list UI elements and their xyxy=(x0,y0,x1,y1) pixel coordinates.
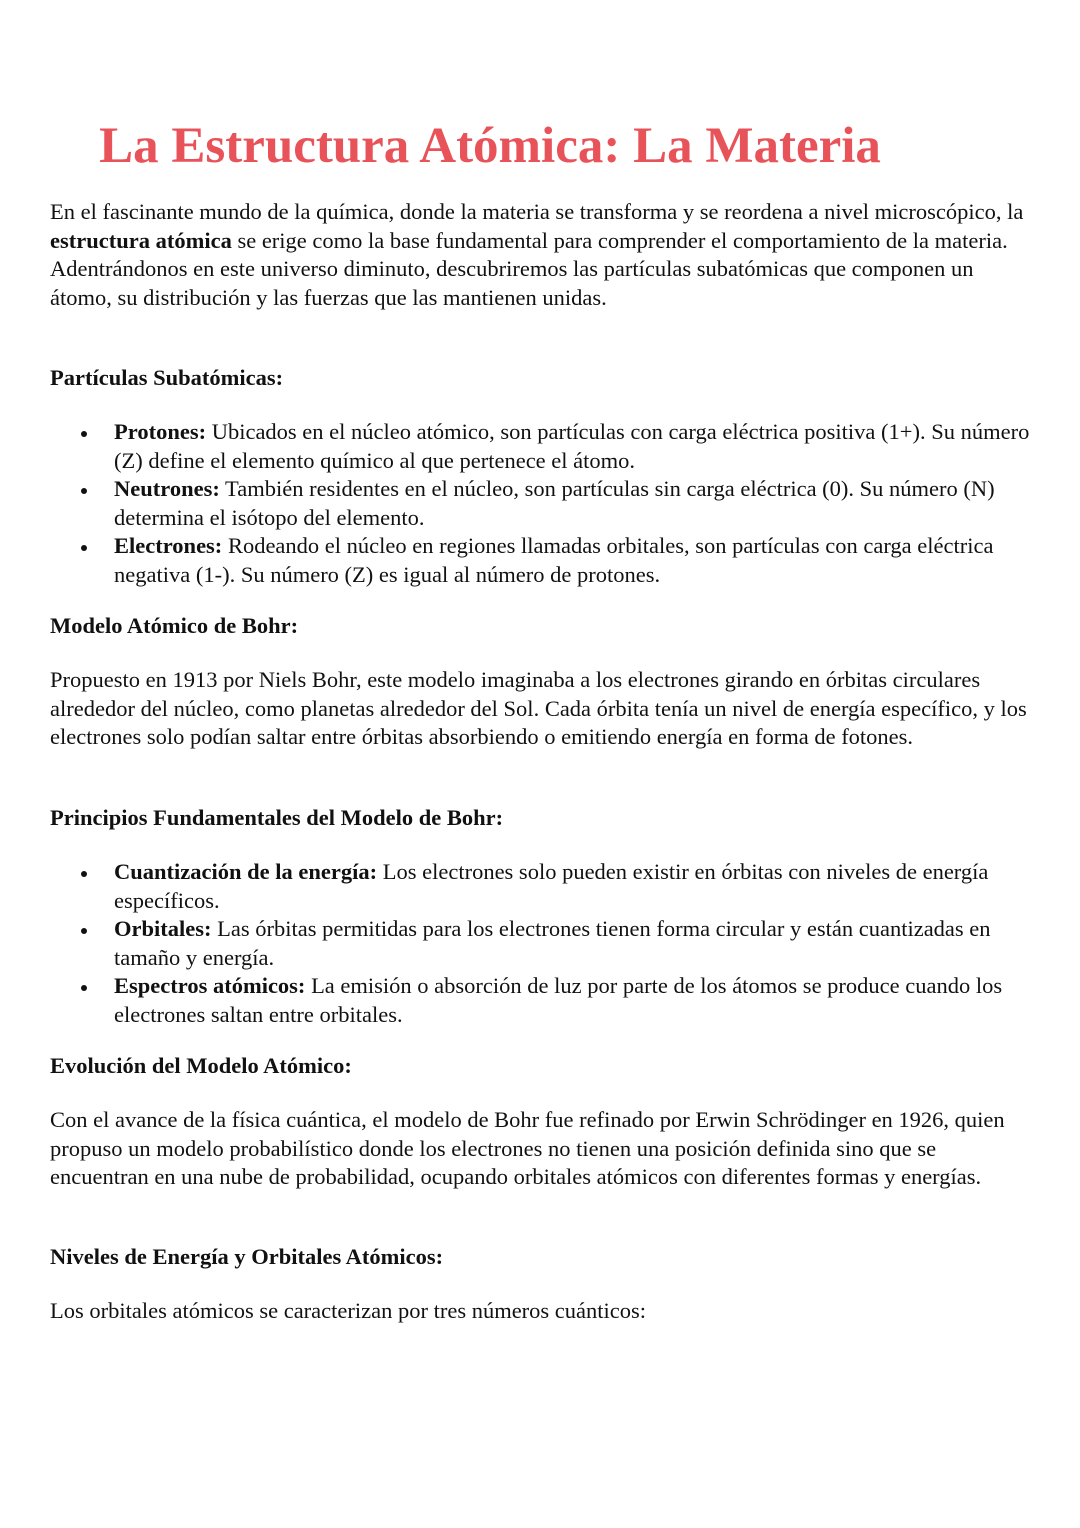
list-item-term: Protones: xyxy=(114,419,207,444)
principles-list-block xyxy=(50,858,1040,1029)
list-item-term: Cuantización de la energía: xyxy=(114,859,378,884)
particles-heading: Partículas Subatómicas: xyxy=(50,365,284,390)
list-item xyxy=(114,972,1040,1029)
evolution-heading-block xyxy=(50,1052,1040,1081)
list-item xyxy=(114,858,1040,915)
levels-paragraph: Los orbitales atómicos se caracterizan por tres números cuánticos: xyxy=(50,1298,647,1323)
bohr-heading: Modelo Atómico de Bohr: xyxy=(50,613,299,638)
bohr-paragraph: Propuesto en 1913 por Niels Bohr, este modelo imaginaba a los electrones girando en órbitas circulares alrededor del núcleo, como planetas alrededor del Sol. Cada órbita tenía un nivel de energía específico, y los electrones solo podían saltar entre órbitas absorbiendo o emitiendo energía en forma de fotones. xyxy=(50,667,1027,749)
evolution-heading: Evolución del Modelo Atómico: xyxy=(50,1053,352,1078)
list-item-term: Espectros atómicos: xyxy=(114,973,306,998)
list-item-text: Rodeando el núcleo en regiones llamadas orbitales, son partículas con carga eléctrica negativa (1-). Su número (Z) es igual al número de protones. xyxy=(114,533,994,587)
particles-list-block xyxy=(50,418,1040,589)
list-item-term: Neutrones: xyxy=(114,476,220,501)
list-item xyxy=(114,475,1040,532)
intro-text-start: En el fascinante mundo de la química, donde la materia se transforma y se reordena a nivel microscópico, la xyxy=(50,199,1024,224)
intro-text xyxy=(50,198,1040,312)
principles-list xyxy=(50,858,1040,1029)
list-item xyxy=(114,915,1040,972)
list-item-text: También residentes en el núcleo, son partículas sin carga eléctrica (0). Su número (N) determina el isótopo del elemento. xyxy=(114,476,995,530)
list-item-text: Ubicados en el núcleo atómico, son partículas con carga eléctrica positiva (1+). Su número (Z) define el elemento químico al que pertenece el átomo. xyxy=(114,419,1030,473)
bohr-heading-block xyxy=(50,612,1040,641)
particles-heading-block xyxy=(50,364,1040,393)
list-item-term: Electrones: xyxy=(114,533,223,558)
evolution-paragraph: Con el avance de la física cuántica, el modelo de Bohr fue refinado por Erwin Schrödinger en 1926, quien propuso un modelo probabilístico donde los electrones no tienen una posición definida sino que se encuentran en una nube de probabilidad, ocupando orbitales atómicos con diferentes formas y energías. xyxy=(50,1107,1005,1189)
list-item-text: Las órbitas permitidas para los electrones tienen forma circular y están cuantizadas en tamaño y energía. xyxy=(114,916,991,970)
levels-heading-block xyxy=(50,1243,1040,1272)
list-item xyxy=(114,418,1040,475)
principles-heading-block xyxy=(50,804,1040,833)
list-item-text: Los electrones solo pueden existir en órbitas con niveles de energía específicos. xyxy=(114,859,989,913)
intro-text-end: se erige como la base fundamental para comprender el comportamiento de la materia. Adentrándonos en este universo diminuto, descubriremos las partículas subatómicas que componen un átomo, su distribución y las fuerzas que las mantienen unidas. xyxy=(50,227,1008,310)
levels-heading: Niveles de Energía y Orbitales Atómicos: xyxy=(50,1244,444,1269)
intro-bold-term: estructura atómica xyxy=(50,227,232,253)
levels-paragraph-block xyxy=(50,1297,1040,1326)
list-item-term: Orbitales: xyxy=(114,916,212,941)
particles-list xyxy=(50,418,1040,589)
list-item xyxy=(114,532,1040,589)
principles-heading: Principios Fundamentales del Modelo de Bohr: xyxy=(50,805,504,830)
list-item-text: La emisión o absorción de luz por parte de los átomos se produce cuando los electrones saltan entre orbitales. xyxy=(114,973,1003,1027)
intro-paragraph xyxy=(50,198,1040,312)
bohr-paragraph-block xyxy=(50,666,1040,752)
page-title: La Estructura Atómica: La Materia xyxy=(99,118,881,174)
evolution-paragraph-block xyxy=(50,1106,1040,1192)
